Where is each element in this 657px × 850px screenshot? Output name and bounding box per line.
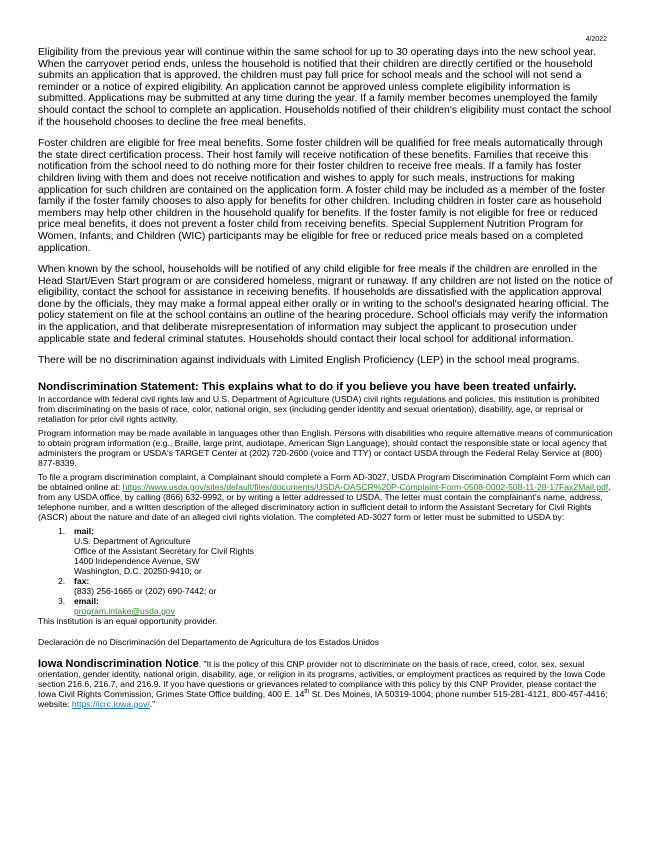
declaracion-statement: Declaración de no Discriminación del Departamento de Agricultura de los Estados Unidos [38,636,380,647]
iowa-superscript: th [304,688,310,695]
iowa-text-end: ." [149,698,156,709]
carryover-paragraph: Eligibility from the previous year will continue within the same school for up to 30 operating days into the new school year. When the carryover period ends, unless the household is notified that their children are directly certified or the household submits an application that is approved, the children must pay full price for school meals and the school will not send a reminder or a notice of expired eligibility. An application cannot be approved unless complete eligibility information is submitted. Applications may be submitted at any time during the year. If a family member becomes unemployed the family should contact the school to complete an application. Households notified of their children's eligibility must contact the school if the household chooses to decline the free meal benefits. [38,47,612,128]
nondiscrimination-p2: Program information may be made available in languages other than English. Persons with disabilities who require alternative means of communication to obtain program information (e.g., Braille, large print, audiotape, American Sign Language), should contact the responsible state or local agency that administers the program or USDA's TARGET Center at (202) 720-2600 (voice and TTY) or contact USDA through the Federal Relay Service at (800) 877-8339. [38,427,613,468]
email-label: email: [74,595,99,606]
contact-email [38,596,616,616]
iowa-text-1: . "It is the policy of this CNP provider not to discriminate on the basis of race, creed, color, sex, sexual orientation, gender identity, national origin, disability, age, or religion in its programs, activities, or employment practices as required by the Iowa Code section 216.6, 216.7, and 216.9. If you have questions or grievances related to compliance with this policy by this CNP Provider, please contact the Iowa Civil Rights Commission, Grimes State Office building, 400 E. 14 [38,658,606,699]
mail-label: mail: [74,525,95,536]
list-number: 1. [58,525,66,536]
list-number: 3. [58,595,66,606]
document-page [38,37,616,709]
nondiscrimination-p1: In accordance with federal civil rights law and U.S. Department of Agriculture (USDA) civil rights regulations and policies, this institution is prohibited from discriminating on the basis of race, color, national origin, sex (including gender identity and sexual orientation), disability, age, or reprisal or retaliation for prior civil rights activity. [38,393,600,424]
document-date: 4/2022 [585,36,607,43]
contact-list [38,526,616,616]
iowa-website-link[interactable]: https://icrc.iowa.gov/ [71,698,150,709]
complaint-form-link[interactable]: https://www.usda.gov/sites/default/files/documents/USDA-OASCR%20P-Complaint-Form-0508-0002-508-11-28-17Fax2Mail.pdf [122,481,609,492]
lep-paragraph: There will be no discrimination against individuals with Limited English Proficiency (LEP) in the school meal programs. [38,355,580,367]
fax-label: fax: [74,575,90,586]
iowa-notice-title: Iowa Nondiscrimination Notice [38,657,199,670]
mail-line: U.S. Department of Agriculture [74,535,191,546]
mail-line: 1400 Independence Avenue, SW [74,555,200,566]
iowa-text-2: St. Des Moines, IA 50319-1004; phone number 515-281-4121, 800-457-4416; website: [38,688,608,709]
fax-line: (833) 256-1665 or (202) 690-7442; or [74,585,217,596]
email-link[interactable]: program.intake@usda.gov [74,605,175,616]
complaint-text-before: To file a program discrimination complaint, a Complainant should complete a Form AD-3027, USDA Program Discrimination Complaint Form which can be obtained online at: [38,471,611,492]
contact-mail [38,526,616,576]
list-number: 2. [58,575,66,586]
equal-opportunity-statement: This institution is an equal opportunity provider. [38,615,218,626]
iowa-notice [38,659,616,709]
mail-line: Washington, D.C. 20250-9410; or [74,565,202,576]
nondiscrimination-title: Nondiscrimination Statement: This explains what to do if you believe you have been treated unfairly. [38,380,577,393]
mail-line: Office of the Assistant Secretary for Civil Rights [74,545,254,556]
nondiscrimination-p3 [38,472,616,522]
headstart-paragraph: When known by the school, households will be notified of any child eligible for free meals if the children are enrolled in the Head Start/Even Start program or are considered homeless, migrant or runaway. If any children are not listed on the notice of eligibility, contact the school for assistance in receiving benefits. If households are dissatisfied with the application approval done by the officials, they may make a formal appeal either orally or in writing to the school's designated hearing official. The policy statement on file at the school contains an outline of the hearing procedure. School officials may verify the information in the application, and that deliberate misrepresentation of information may subject the applicant to prosecution under applicable state and federal criminal statutes. Households should contact their local school for additional information. [38,264,613,345]
contact-fax [38,576,616,596]
complaint-text-after: , from any USDA office, by calling (866) 632-9992, or by writing a letter addressed to USDA. The letter must contain the complainant's name, address, telephone number, and a written description of the alleged discriminatory action in sufficient detail to inform the Assistant Secretary for Civil Rights (ASCR) about the nature and date of an alleged civil rights violation. The completed AD-3027 form or letter must be submitted to USDA by: [38,481,611,522]
foster-paragraph: Foster children are eligible for free meal benefits. Some foster children will be qualified for free meals automatically through the state direct certification process. Their host family will receive notification of these benefits. Families that receive this notification from the school need to do nothing more for their foster children to receive free meals. If a family has foster children living with them and does not receive notification and wishes to apply for such meals, instructions for making application for such children are contained on the application form. A foster child may be included as a member of the foster family if the foster family chooses to also apply for benefits for other children. Including children in foster care as household members may help other children in the household qualify for benefits. If the foster family is not eligible for free or reduced price meal benefits, it does not prevent a foster child from receiving benefits. Special Supplement Nutrition Program for Women, Infants, and Children (WIC) participants may be eligible for free or reduced price meals based on a completed application. [38,138,606,254]
